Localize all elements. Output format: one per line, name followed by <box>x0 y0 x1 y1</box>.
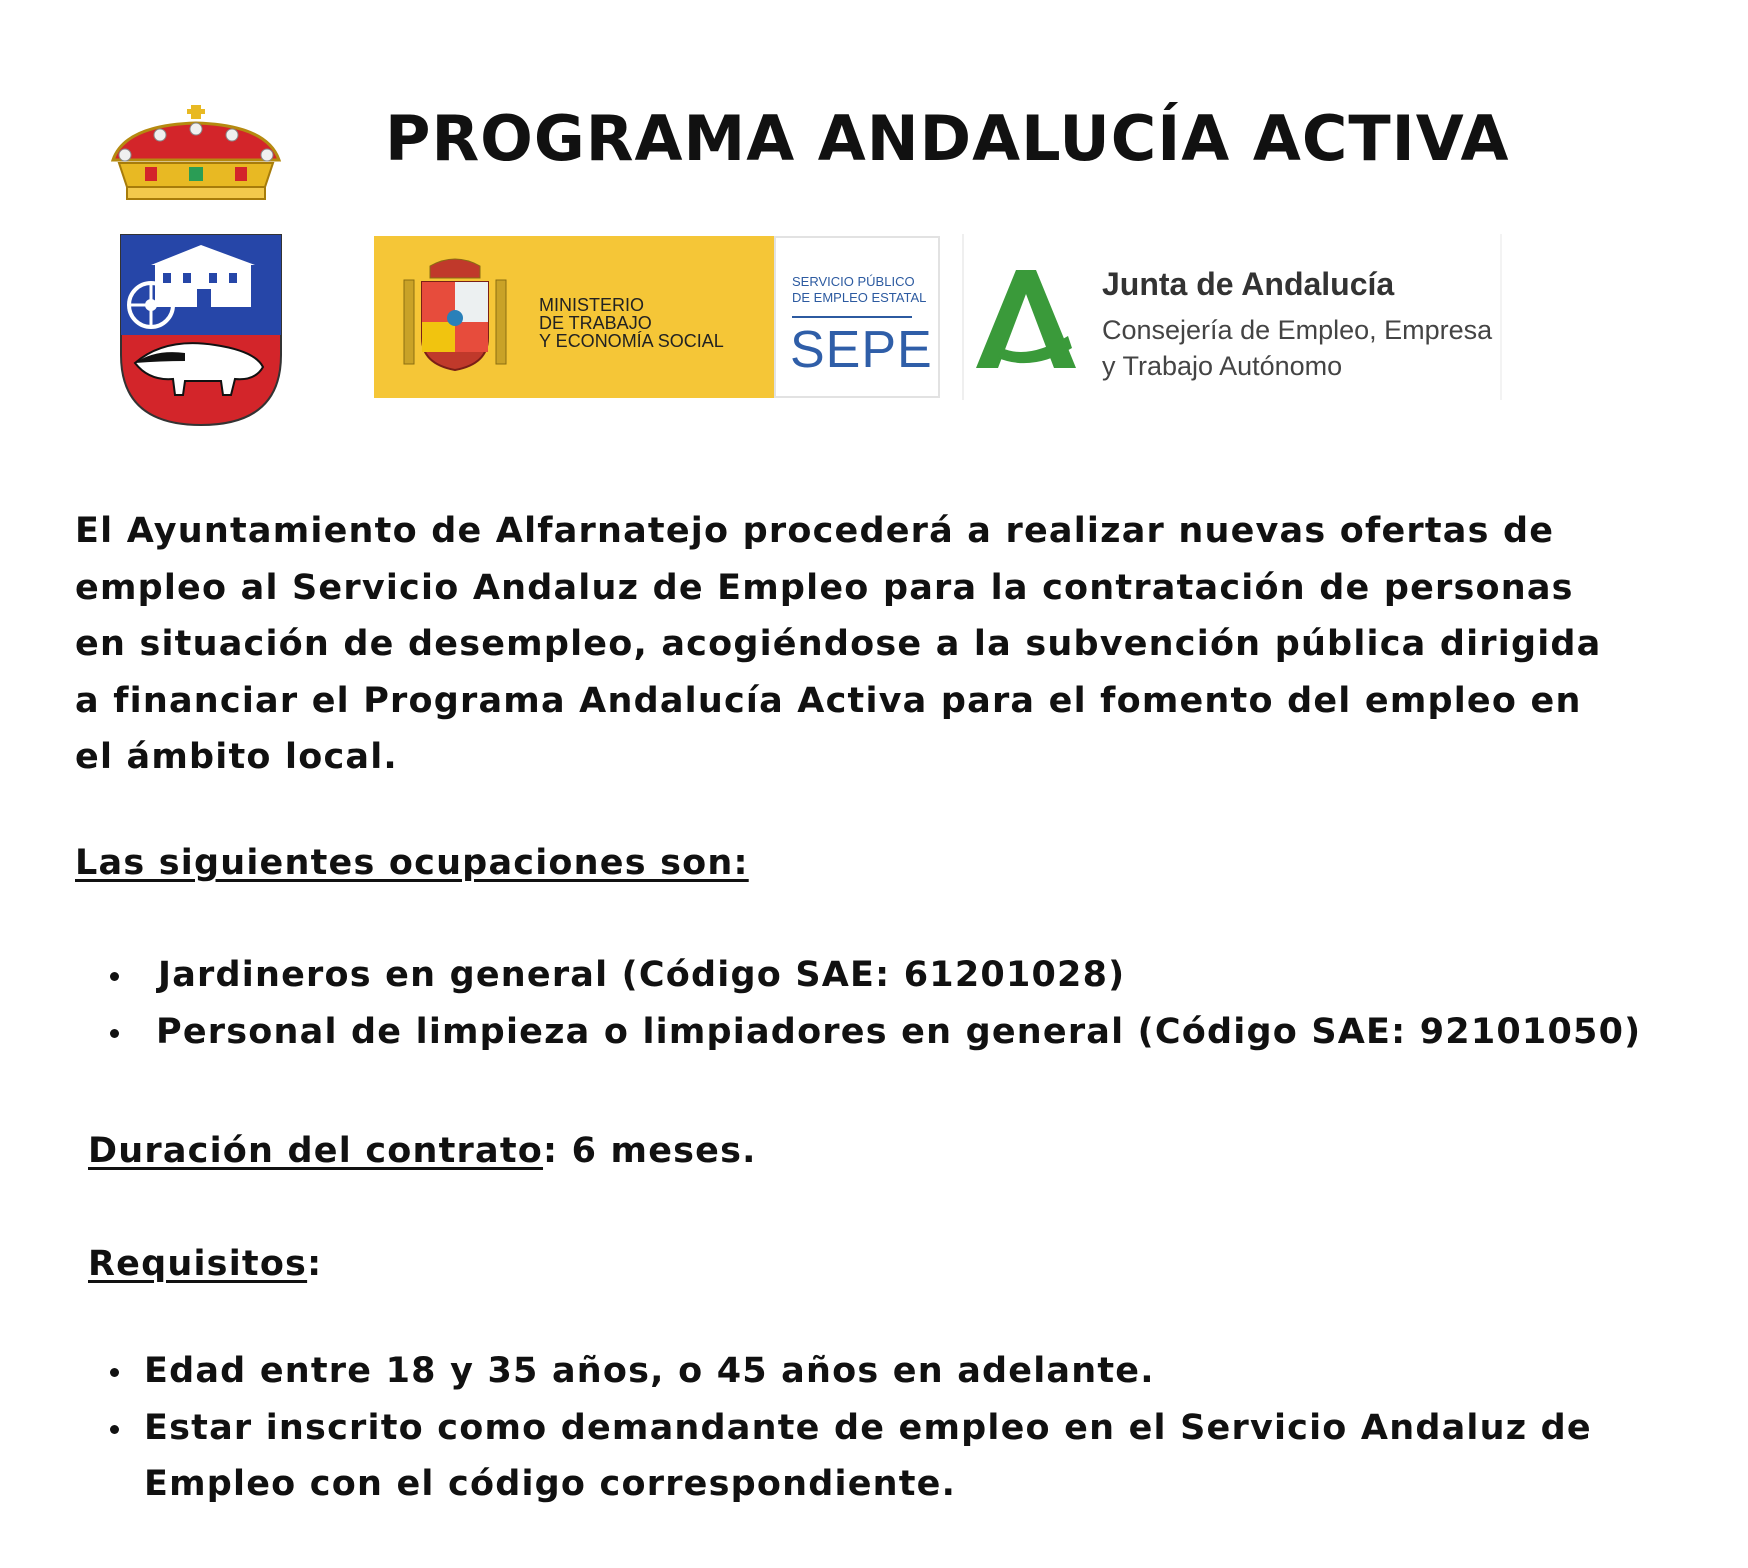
junta-a-icon <box>968 264 1084 374</box>
spain-coat-of-arms-icon <box>400 252 510 382</box>
requisitos-list <box>110 1343 1592 1513</box>
ocupaciones-heading: Las siguientes ocupaciones son: <box>75 843 749 883</box>
sepe-caption-line-1: SERVICIO PÚBLICO <box>792 274 915 289</box>
junta-name: Junta de Andalucía <box>1102 266 1395 302</box>
duracion-value: : 6 meses. <box>543 1131 757 1171</box>
page-title: PROGRAMA ANDALUCÍA ACTIVA <box>385 102 1510 175</box>
requisitos-label: Requisitos <box>88 1244 308 1284</box>
requisito-item-text: Edad entre 18 y 35 años, o 45 años en adelante. <box>144 1351 1155 1391</box>
bullet-icon <box>110 1029 119 1038</box>
junta-consejeria-line-2: y Trabajo Autónomo <box>1102 351 1343 381</box>
bullet-icon <box>110 1368 119 1377</box>
sepe-caption <box>792 274 926 306</box>
sepe-divider <box>792 316 912 318</box>
ministerio-name <box>539 296 724 350</box>
requisito-item-text: Estar inscrito como demandante de empleo en el Servicio Andaluz de <box>144 1407 1592 1448</box>
junta-consejeria <box>1102 312 1492 384</box>
bullet-icon <box>110 1425 119 1434</box>
ministerio-line-2: DE TRABAJO <box>539 313 652 333</box>
duracion-line <box>88 1130 757 1172</box>
list-item <box>110 1400 1592 1457</box>
sepe-logo <box>774 236 940 398</box>
requisito-item-text: Empleo con el código correspondiente. <box>144 1464 957 1504</box>
ministerio-line-1: MINISTERIO <box>539 295 645 315</box>
requisitos-suffix: : <box>307 1244 323 1284</box>
list-item <box>110 947 1641 1004</box>
ministerio-line-3: Y ECONOMÍA SOCIAL <box>539 331 724 351</box>
list-item <box>110 1343 1592 1400</box>
junta-andalucia-logo <box>962 234 1502 400</box>
duracion-label: Duración del contrato <box>88 1131 544 1171</box>
ocupacion-item-text: Personal de limpieza o limpiadores en general (Código SAE: 92101050) <box>156 1011 1642 1052</box>
sepe-name: SEPE <box>790 321 933 379</box>
ocupaciones-list <box>110 947 1641 1060</box>
ministerio-trabajo-logo <box>374 236 774 398</box>
coat-of-arms-logo <box>105 105 295 435</box>
sepe-caption-line-2: DE EMPLEO ESTATAL <box>792 290 927 305</box>
list-item-continuation <box>110 1456 1592 1513</box>
intro-paragraph: El Ayuntamiento de Alfarnatejo procederá a realizar nuevas ofertas de empleo al Servicio Andaluz de Empleo para la contratación de personas en situación de desempleo, acogiéndose a la subvención pública dirigida a financiar el Programa Andalucía Activa para el fomento del empleo en el ámbito local. <box>75 511 1602 777</box>
list-item <box>110 1004 1641 1061</box>
bullet-icon <box>110 972 119 981</box>
ocupacion-item-text: Jardineros en general (Código SAE: 61201028) <box>158 955 1126 995</box>
junta-consejeria-line-1: Consejería de Empleo, Empresa <box>1102 315 1493 345</box>
requisitos-heading <box>88 1243 322 1285</box>
